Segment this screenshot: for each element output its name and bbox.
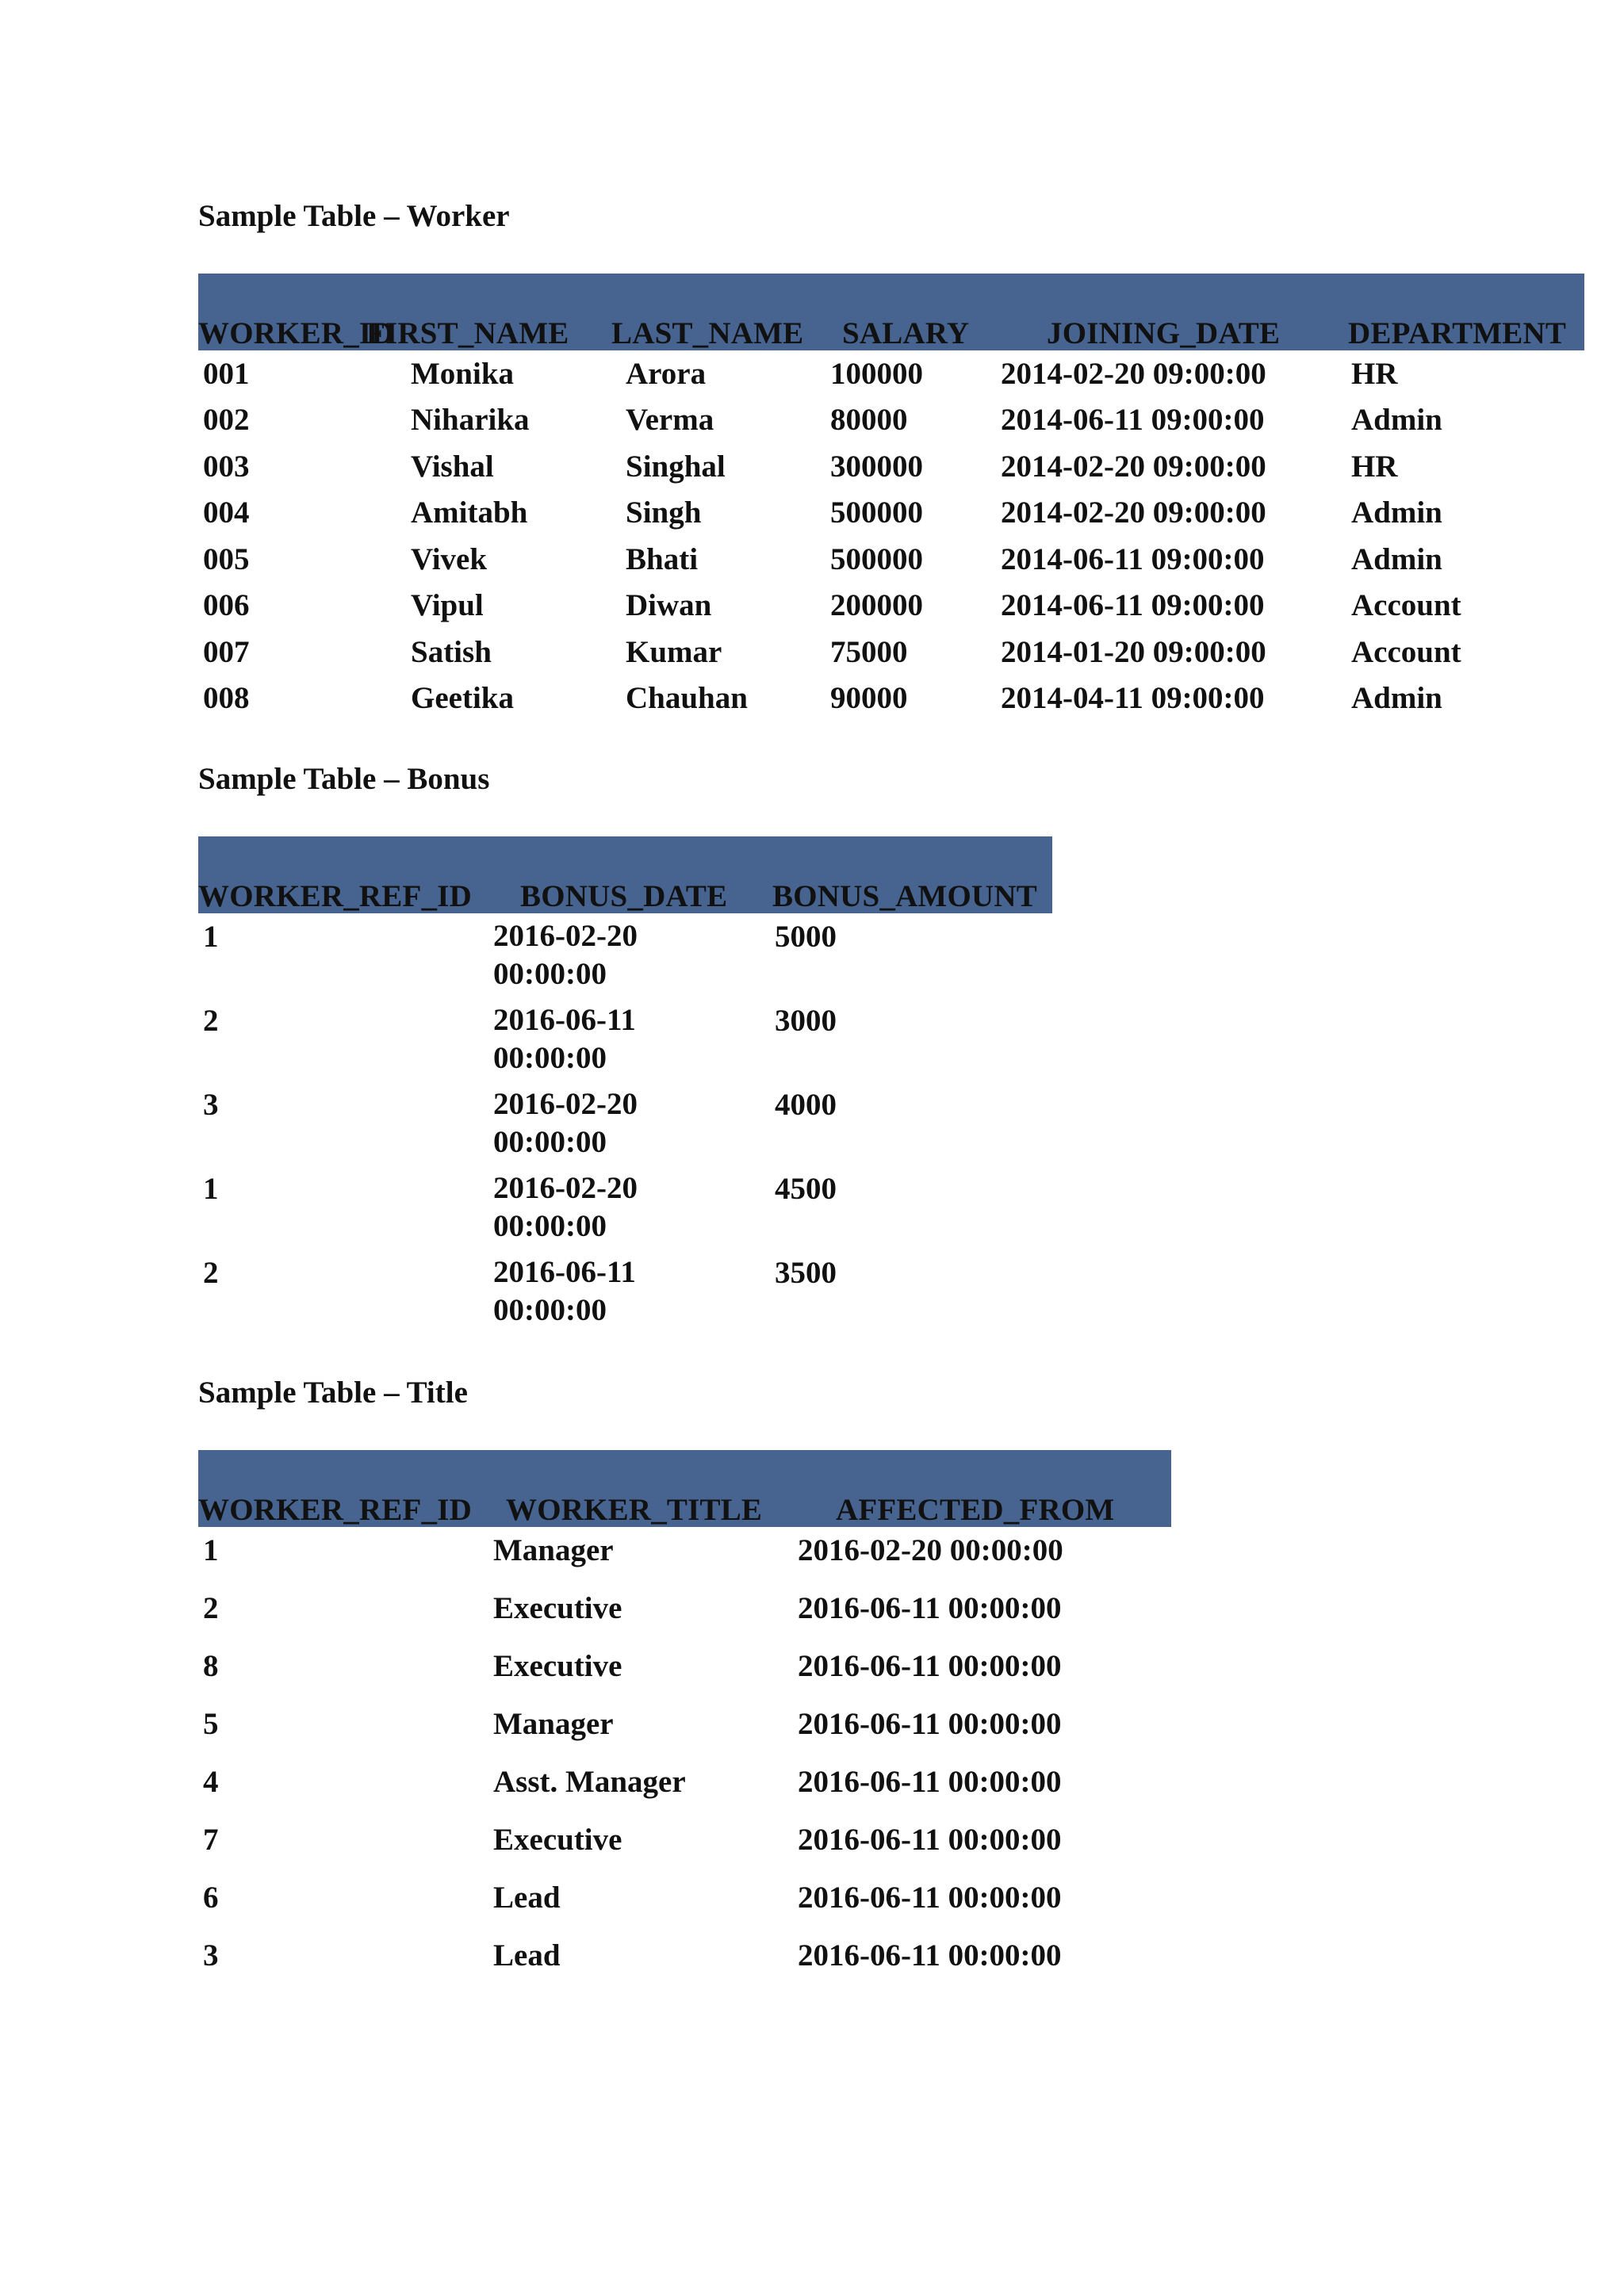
salary-cell: 200000 bbox=[830, 588, 923, 622]
last-name-cell: Singh bbox=[626, 496, 702, 530]
worker-header-last-name: LAST_NAME bbox=[611, 316, 804, 350]
worker-header-department: DEPARTMENT bbox=[1348, 316, 1567, 350]
bonus-amount-cell: 4000 bbox=[775, 1088, 837, 1122]
title-table-header bbox=[198, 1450, 1171, 1527]
joining-date-cell: 2014-06-11 09:00:00 bbox=[1001, 588, 1265, 622]
department-cell: Admin bbox=[1351, 496, 1442, 530]
worker-ref-id-cell: 3 bbox=[203, 1088, 219, 1122]
joining-date-cell: 2014-06-11 09:00:00 bbox=[1001, 542, 1265, 576]
worker-header-first-name: FIRST_NAME bbox=[366, 316, 569, 350]
worker-title-cell: Lead bbox=[493, 1881, 561, 1915]
table-row bbox=[0, 1824, 1624, 1862]
affected-from-cell: 2016-06-11 00:00:00 bbox=[798, 1707, 1062, 1741]
worker-id-cell: 006 bbox=[203, 588, 250, 622]
joining-date-cell: 2014-02-20 09:00:00 bbox=[1001, 496, 1266, 530]
department-cell: Account bbox=[1351, 635, 1461, 669]
table-row bbox=[0, 1766, 1624, 1804]
first-name-cell: Monika bbox=[411, 357, 515, 391]
table-row bbox=[0, 1651, 1624, 1689]
department-cell: Account bbox=[1351, 588, 1461, 622]
bonus-header-bonus-date: BONUS_DATE bbox=[520, 879, 728, 913]
salary-cell: 500000 bbox=[830, 542, 923, 576]
title-header-affected-from: AFFECTED_FROM bbox=[836, 1493, 1115, 1527]
worker-id-cell: 002 bbox=[203, 403, 250, 437]
bonus-date-cell: 2016-02-20 00:00:00 bbox=[493, 919, 638, 991]
table-row bbox=[0, 919, 1624, 991]
table-row bbox=[0, 1171, 1624, 1243]
table-row bbox=[0, 1255, 1624, 1327]
salary-cell: 300000 bbox=[830, 450, 923, 484]
affected-from-cell: 2016-06-11 00:00:00 bbox=[798, 1823, 1062, 1857]
worker-header-worker-id: WORKER_ID bbox=[198, 316, 394, 350]
worker-ref-id-cell: 2 bbox=[203, 1004, 219, 1038]
salary-cell: 100000 bbox=[830, 357, 923, 391]
table-row bbox=[0, 637, 1624, 675]
worker-table-header bbox=[198, 274, 1584, 350]
department-cell: HR bbox=[1351, 357, 1398, 391]
salary-cell: 75000 bbox=[830, 635, 908, 669]
table-row bbox=[0, 1087, 1624, 1159]
bonus-amount-cell: 3500 bbox=[775, 1256, 837, 1290]
last-name-cell: Singhal bbox=[626, 450, 726, 484]
table-row bbox=[0, 1709, 1624, 1747]
affected-from-cell: 2016-06-11 00:00:00 bbox=[798, 1938, 1062, 1973]
salary-cell: 500000 bbox=[830, 496, 923, 530]
worker-title-cell: Executive bbox=[493, 1823, 622, 1857]
last-name-cell: Chauhan bbox=[626, 681, 748, 715]
table-row bbox=[0, 404, 1624, 442]
worker-title-cell: Manager bbox=[493, 1533, 614, 1567]
worker-header-salary: SALARY bbox=[842, 316, 970, 350]
department-cell: Admin bbox=[1351, 403, 1442, 437]
worker-title-cell: Executive bbox=[493, 1591, 622, 1625]
worker-id-cell: 004 bbox=[203, 496, 250, 530]
worker-ref-id-cell: 7 bbox=[203, 1823, 219, 1857]
joining-date-cell: 2014-04-11 09:00:00 bbox=[1001, 681, 1265, 715]
table-row bbox=[0, 1940, 1624, 1978]
affected-from-cell: 2016-02-20 00:00:00 bbox=[798, 1533, 1063, 1567]
worker-ref-id-cell: 6 bbox=[203, 1881, 219, 1915]
bonus-amount-cell: 4500 bbox=[775, 1172, 837, 1206]
worker-ref-id-cell: 1 bbox=[203, 920, 219, 954]
bonus-date-cell: 2016-06-11 00:00:00 bbox=[493, 1255, 636, 1327]
joining-date-cell: 2014-02-20 09:00:00 bbox=[1001, 357, 1266, 391]
table-row bbox=[0, 451, 1624, 489]
first-name-cell: Amitabh bbox=[411, 496, 528, 530]
bonus-amount-cell: 3000 bbox=[775, 1004, 837, 1038]
worker-id-cell: 007 bbox=[203, 635, 250, 669]
worker-id-cell: 005 bbox=[203, 542, 250, 576]
first-name-cell: Satish bbox=[411, 635, 492, 669]
bonus-table-heading: Sample Table – Bonus bbox=[198, 762, 490, 796]
worker-ref-id-cell: 1 bbox=[203, 1533, 219, 1567]
table-row bbox=[0, 683, 1624, 721]
last-name-cell: Kumar bbox=[626, 635, 722, 669]
salary-cell: 80000 bbox=[830, 403, 908, 437]
worker-id-cell: 008 bbox=[203, 681, 250, 715]
bonus-amount-cell: 5000 bbox=[775, 920, 837, 954]
bonus-header-bonus-amount: BONUS_AMOUNT bbox=[772, 879, 1037, 913]
first-name-cell: Niharika bbox=[411, 403, 530, 437]
joining-date-cell: 2014-06-11 09:00:00 bbox=[1001, 403, 1265, 437]
worker-ref-id-cell: 2 bbox=[203, 1591, 219, 1625]
worker-ref-id-cell: 3 bbox=[203, 1938, 219, 1973]
department-cell: Admin bbox=[1351, 542, 1442, 576]
bonus-date-cell: 2016-06-11 00:00:00 bbox=[493, 1003, 636, 1075]
affected-from-cell: 2016-06-11 00:00:00 bbox=[798, 1649, 1062, 1683]
department-cell: Admin bbox=[1351, 681, 1442, 715]
table-row bbox=[0, 1593, 1624, 1631]
worker-ref-id-cell: 4 bbox=[203, 1765, 219, 1799]
table-row bbox=[0, 358, 1624, 396]
table-row bbox=[0, 1003, 1624, 1075]
bonus-table-header bbox=[198, 836, 1052, 913]
table-row bbox=[0, 1882, 1624, 1920]
bonus-header-worker-ref-id: WORKER_REF_ID bbox=[198, 879, 472, 913]
table-row bbox=[0, 1535, 1624, 1573]
title-table-heading: Sample Table – Title bbox=[198, 1376, 468, 1410]
worker-title-cell: Asst. Manager bbox=[493, 1765, 686, 1799]
worker-ref-id-cell: 8 bbox=[203, 1649, 219, 1683]
first-name-cell: Geetika bbox=[411, 681, 514, 715]
joining-date-cell: 2014-02-20 09:00:00 bbox=[1001, 450, 1266, 484]
joining-date-cell: 2014-01-20 09:00:00 bbox=[1001, 635, 1266, 669]
affected-from-cell: 2016-06-11 00:00:00 bbox=[798, 1765, 1062, 1799]
worker-table-heading: Sample Table – Worker bbox=[198, 199, 510, 233]
first-name-cell: Vishal bbox=[411, 450, 494, 484]
title-header-worker-title: WORKER_TITLE bbox=[506, 1493, 763, 1527]
last-name-cell: Diwan bbox=[626, 588, 712, 622]
last-name-cell: Arora bbox=[626, 357, 707, 391]
worker-title-cell: Lead bbox=[493, 1938, 561, 1973]
first-name-cell: Vipul bbox=[411, 588, 484, 622]
salary-cell: 90000 bbox=[830, 681, 908, 715]
first-name-cell: Vivek bbox=[411, 542, 488, 576]
worker-title-cell: Manager bbox=[493, 1707, 614, 1741]
bonus-date-cell: 2016-02-20 00:00:00 bbox=[493, 1087, 638, 1159]
worker-ref-id-cell: 5 bbox=[203, 1707, 219, 1741]
worker-ref-id-cell: 1 bbox=[203, 1172, 219, 1206]
affected-from-cell: 2016-06-11 00:00:00 bbox=[798, 1881, 1062, 1915]
worker-id-cell: 001 bbox=[203, 357, 250, 391]
table-row bbox=[0, 544, 1624, 582]
affected-from-cell: 2016-06-11 00:00:00 bbox=[798, 1591, 1062, 1625]
department-cell: HR bbox=[1351, 450, 1398, 484]
title-header-worker-ref-id: WORKER_REF_ID bbox=[198, 1493, 472, 1527]
last-name-cell: Verma bbox=[626, 403, 714, 437]
worker-header-joining-date: JOINING_DATE bbox=[1047, 316, 1281, 350]
table-row bbox=[0, 497, 1624, 535]
bonus-date-cell: 2016-02-20 00:00:00 bbox=[493, 1171, 638, 1243]
last-name-cell: Bhati bbox=[626, 542, 699, 576]
worker-id-cell: 003 bbox=[203, 450, 250, 484]
worker-ref-id-cell: 2 bbox=[203, 1256, 219, 1290]
table-row bbox=[0, 590, 1624, 628]
worker-title-cell: Executive bbox=[493, 1649, 622, 1683]
